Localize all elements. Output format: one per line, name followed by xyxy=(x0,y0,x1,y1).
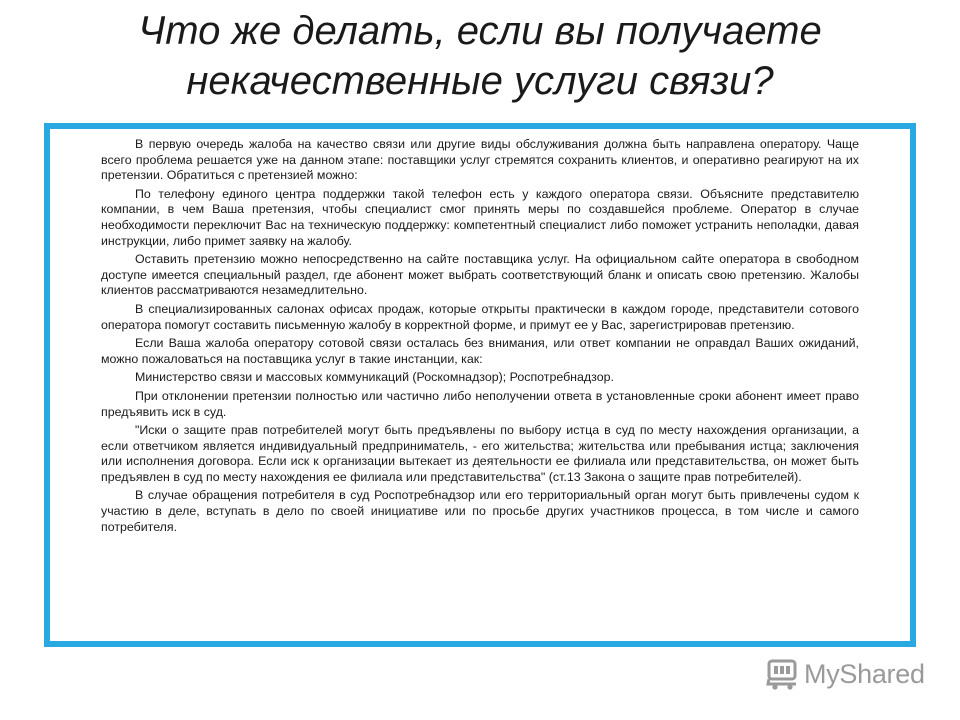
content-box xyxy=(44,123,916,647)
paragraph-9: В случае обращения потребителя в суд Роспотребнадзор или его территориальный орган могут быть привлечены судом к участию в деле, вступать в дело по своей инициативе или по просьбе других участников процесса, в том числе и самого потребителя. xyxy=(101,488,859,534)
paragraph-2: По телефону единого центра поддержки такой телефон есть у каждого оператора связи. Объясните представителю компании, в чем Ваша претензия, чтобы специалист смог принять меры по создавшейся проблеме. Оператор в случае необходимости переключит Вас на техническую поддержку: компетентный специалист либо поможет устранить неполадки, давая инструкции, либо примет заявку на жалобу. xyxy=(101,186,859,248)
paragraph-5: Если Ваша жалоба оператору сотовой связи осталась без внимания, или ответ компании не оправдал Ваших ожиданий, можно пожаловаться на поставщика услуг в такие инстанции, как: xyxy=(101,336,859,366)
paragraph-3: Оставить претензию можно непосредственно на сайте поставщика услуг. На официальном сайте оператора в свободном доступе имеется специальный раздел, где абонент может выбрать соответствующий бланк и описать свою претензию. Жалобы клиентов рассматриваются незамедлительно. xyxy=(101,252,859,298)
slide-title xyxy=(60,6,900,106)
slide-title-line-2: некачественные услуги связи? xyxy=(186,59,774,103)
paragraph-1: В первую очередь жалоба на качество связи или другие виды обслуживания должна быть направлена оператору. Чаще всего проблема решается уже на данном этапе: поставщики услуг стремятся сохранить клиентов, и оперативно реагируют на их претензии. Обратиться с претензией можно: xyxy=(101,137,859,183)
watermark-text: MyShared xyxy=(804,658,925,689)
myshared-watermark xyxy=(766,654,925,694)
paragraph-7: При отклонении претензии полностью или частично либо неполучении ответа в установленные сроки абонент имеет право предъявить иск в суд. xyxy=(101,388,859,419)
paragraph-8: "Иски о защите прав потребителей могут быть предъявлены по выбору истца в суд по месту нахождения организации, а если ответчиком является индивидуальный предприниматель, - его жительства; жительства или пребывания истца; заключения или исполнения договора. Если иск к организации вытекает из деятельности ее филиала или представительства, он может быть предъявлен в суд по месту нахождения ее филиала или представительства" (ст.13 Закона о защите прав потребителей). xyxy=(101,423,859,484)
cart-icon xyxy=(766,657,800,691)
paragraph-6: Министерство связи и массовых коммуникаций (Роскомнадзор); Роспотребнадзор. xyxy=(135,370,614,385)
slide-title-line-1: Что же делать, если вы получаете xyxy=(138,9,822,53)
paragraph-4: В специализированных салонах офисах продаж, которые открыты практически в каждом городе, представители сотового оператора помогут составить письменную жалобу в корректной форме, и примут ее у Вас, зарегистрировав претензию. xyxy=(101,301,859,332)
content-text xyxy=(101,137,859,538)
